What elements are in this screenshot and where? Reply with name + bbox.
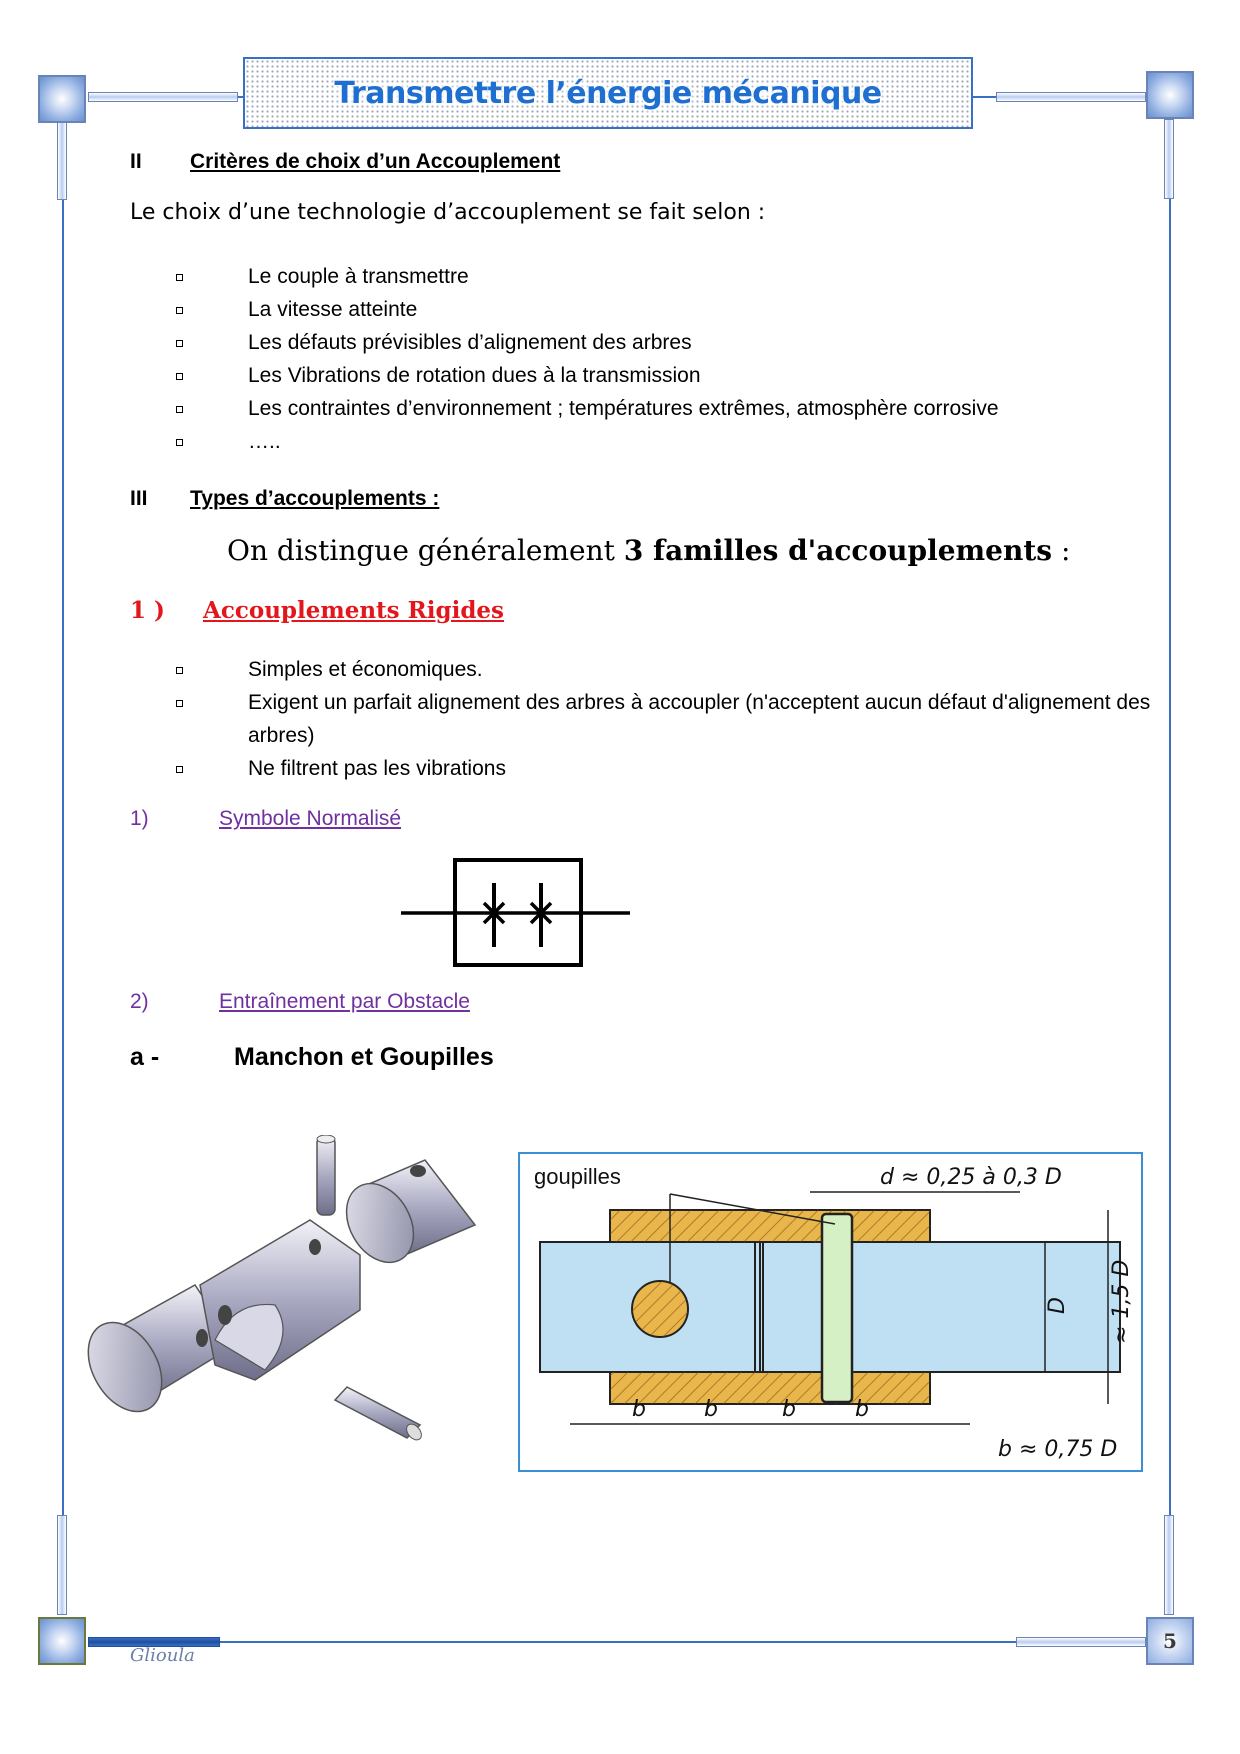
page-number-box xyxy=(1146,1617,1194,1665)
label-b-4: b xyxy=(855,1397,869,1422)
feature-text: Exigent un parfait alignement des arbres à accoupler (n'acceptent aucun défaut d'alignement des arbres) xyxy=(248,691,1151,747)
rigid-title: Accouplements Rigides xyxy=(203,597,504,624)
page-title: Transmettre l’énergie mécanique xyxy=(334,75,882,111)
frame-bottom-line xyxy=(88,1641,1148,1643)
checkbox-bullet-icon xyxy=(176,667,183,674)
checkbox-bullet-icon xyxy=(176,406,183,413)
sub2-title: Entraînement par Obstacle xyxy=(219,990,470,1013)
label-b-1: b xyxy=(632,1397,646,1422)
frame-tab-right-top xyxy=(1164,119,1174,199)
rigid-coupling-symbol xyxy=(398,855,633,970)
label-goupilles: goupilles xyxy=(534,1164,621,1189)
list-item xyxy=(170,260,999,293)
feature-text: Ne filtrent pas les vibrations xyxy=(248,757,506,780)
checkbox-bullet-icon xyxy=(176,766,183,773)
frame-tab-left-top xyxy=(57,122,67,200)
list-item xyxy=(170,326,999,359)
criterion-text: Les Vibrations de rotation dues à la transmission xyxy=(248,364,701,387)
checkbox-bullet-icon xyxy=(176,373,183,380)
pin-section xyxy=(822,1214,852,1402)
families-sentence xyxy=(227,534,1070,567)
top-pin xyxy=(317,1135,335,1215)
criterion-text: Les contraintes d’environnement ; températures extrêmes, atmosphère corrosive xyxy=(248,397,999,420)
feature-text: Simples et économiques. xyxy=(248,658,483,681)
rigid-number: 1 ) xyxy=(130,597,165,624)
families-bold: 3 familles d'accouplements xyxy=(623,534,1053,567)
suba-number: a - xyxy=(130,1043,160,1071)
families-suffix: : xyxy=(1052,534,1071,567)
label-D: D xyxy=(1045,1297,1070,1314)
frame-tab-top-left xyxy=(88,92,238,102)
corner-top-right xyxy=(1146,71,1194,119)
checkbox-bullet-icon xyxy=(176,307,183,314)
criterion-text: ….. xyxy=(248,430,281,453)
sub1-title: Symbole Normalisé xyxy=(219,807,402,830)
criterion-text: Les défauts prévisibles d’alignement des arbres xyxy=(248,331,692,354)
list-item xyxy=(170,752,1158,785)
suba-title: Manchon et Goupilles xyxy=(234,1043,494,1071)
label-b-formula: b ≈ 0,75 D xyxy=(998,1437,1118,1462)
bottom-pin xyxy=(335,1387,424,1443)
section-2-number: II xyxy=(130,150,142,173)
author-signature: Glioula xyxy=(130,1645,195,1666)
checkbox-bullet-icon xyxy=(176,700,183,707)
page-number: 5 xyxy=(1163,1629,1177,1653)
sleeve-pin-section-diagram xyxy=(518,1152,1143,1472)
families-prefix: On distingue généralement xyxy=(227,534,624,567)
frame-tab-top-right xyxy=(996,92,1146,102)
label-b-2: b xyxy=(704,1397,718,1422)
list-item xyxy=(170,425,999,458)
corner-top-left xyxy=(38,75,86,123)
checkbox-bullet-icon xyxy=(176,274,183,281)
frame-right-line xyxy=(1169,130,1171,1610)
checkbox-bullet-icon xyxy=(176,439,183,446)
list-item xyxy=(170,293,999,326)
sub1-number: 1) xyxy=(130,807,149,830)
frame-left-line xyxy=(62,130,64,1610)
rigid-features-list xyxy=(170,653,1158,785)
title-banner xyxy=(243,57,973,129)
list-item xyxy=(170,392,999,425)
section-3-number: III xyxy=(130,487,148,510)
list-item xyxy=(170,359,999,392)
list-item xyxy=(170,686,1158,752)
checkbox-bullet-icon xyxy=(176,340,183,347)
frame-tab-right-bottom xyxy=(1164,1515,1174,1615)
label-1-5-D: ≈ 1,5 D xyxy=(1109,1259,1134,1344)
criterion-text: Le couple à transmettre xyxy=(248,265,469,288)
list-item xyxy=(170,653,1158,686)
label-b-3: b xyxy=(782,1397,796,1422)
label-d-formula: d ≈ 0,25 à 0,3 D xyxy=(880,1165,1062,1190)
criterion-text: La vitesse atteinte xyxy=(248,298,418,321)
sub2-number: 2) xyxy=(130,990,149,1013)
criteria-list xyxy=(170,260,999,458)
frame-tab-left-bottom xyxy=(57,1515,67,1615)
frame-tab-bottom-right xyxy=(1016,1637,1146,1647)
corner-bottom-left xyxy=(38,1617,86,1665)
section-3-title: Types d’accouplements : xyxy=(190,487,440,510)
section-2-title: Critères de choix d’un Accouplement xyxy=(190,150,561,173)
section-2-intro: Le choix d’une technologie d’accouplement se fait selon : xyxy=(130,200,766,225)
half-sleeve xyxy=(200,1220,360,1380)
sleeve-pin-3d-illustration xyxy=(85,1135,515,1455)
